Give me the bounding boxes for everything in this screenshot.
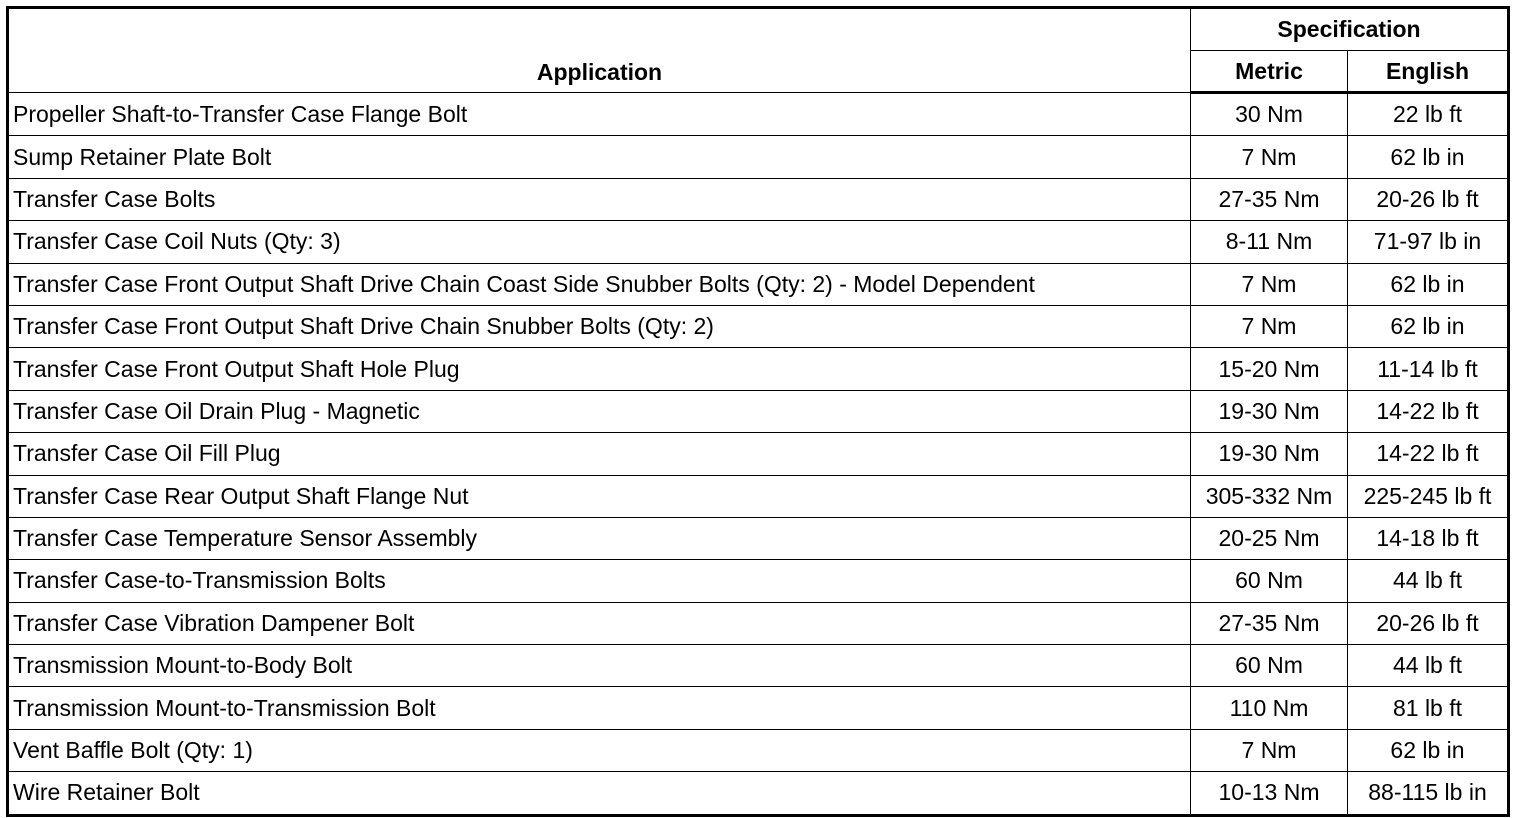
table-row: [8, 348, 1509, 390]
english-cell: 62 lb in: [1348, 263, 1509, 305]
header-row-top: [8, 8, 1509, 51]
specification-column-header: Specification: [1191, 8, 1509, 51]
english-cell: 62 lb in: [1348, 136, 1509, 178]
application-cell: Transfer Case Front Output Shaft Drive Chain Coast Side Snubber Bolts (Qty: 2) - Model Dependent: [8, 263, 1191, 305]
metric-cell: 110 Nm: [1191, 687, 1348, 729]
table-row: [8, 263, 1509, 305]
application-cell: Transfer Case Oil Drain Plug - Magnetic: [8, 390, 1191, 432]
table-row: [8, 517, 1509, 559]
english-cell: 11-14 lb ft: [1348, 348, 1509, 390]
application-cell: Transfer Case Rear Output Shaft Flange Nut: [8, 475, 1191, 517]
table-header: [8, 8, 1509, 93]
metric-cell: 7 Nm: [1191, 263, 1348, 305]
table-body: [8, 93, 1509, 816]
english-cell: 44 lb ft: [1348, 560, 1509, 602]
metric-cell: 305-332 Nm: [1191, 475, 1348, 517]
metric-cell: 27-35 Nm: [1191, 178, 1348, 220]
metric-cell: 15-20 Nm: [1191, 348, 1348, 390]
english-column-header: English: [1348, 51, 1509, 93]
metric-cell: 20-25 Nm: [1191, 517, 1348, 559]
application-cell: Transfer Case Front Output Shaft Drive Chain Snubber Bolts (Qty: 2): [8, 305, 1191, 347]
torque-specification-table: [6, 6, 1510, 817]
english-cell: 20-26 lb ft: [1348, 602, 1509, 644]
application-cell: Transfer Case Vibration Dampener Bolt: [8, 602, 1191, 644]
table-row: [8, 390, 1509, 432]
application-cell: Transfer Case-to-Transmission Bolts: [8, 560, 1191, 602]
application-cell: Transfer Case Oil Fill Plug: [8, 433, 1191, 475]
english-cell: 81 lb ft: [1348, 687, 1509, 729]
table-row: [8, 645, 1509, 687]
application-cell: Transfer Case Coil Nuts (Qty: 3): [8, 221, 1191, 263]
english-cell: 44 lb ft: [1348, 645, 1509, 687]
english-cell: 62 lb in: [1348, 305, 1509, 347]
english-cell: 20-26 lb ft: [1348, 178, 1509, 220]
table-row: [8, 602, 1509, 644]
english-cell: 14-22 lb ft: [1348, 390, 1509, 432]
table-row: [8, 687, 1509, 729]
table-row: [8, 221, 1509, 263]
metric-cell: 19-30 Nm: [1191, 390, 1348, 432]
metric-cell: 7 Nm: [1191, 305, 1348, 347]
english-cell: 62 lb in: [1348, 729, 1509, 771]
metric-cell: 8-11 Nm: [1191, 221, 1348, 263]
application-cell: Transfer Case Temperature Sensor Assembly: [8, 517, 1191, 559]
metric-cell: 19-30 Nm: [1191, 433, 1348, 475]
english-cell: 14-22 lb ft: [1348, 433, 1509, 475]
english-cell: 88-115 lb in: [1348, 772, 1509, 815]
application-cell: Transfer Case Bolts: [8, 178, 1191, 220]
application-cell: Transmission Mount-to-Transmission Bolt: [8, 687, 1191, 729]
metric-cell: 60 Nm: [1191, 645, 1348, 687]
application-cell: Propeller Shaft-to-Transfer Case Flange Bolt: [8, 93, 1191, 136]
table-row: [8, 93, 1509, 136]
table-row: [8, 560, 1509, 602]
table-row: [8, 475, 1509, 517]
metric-cell: 27-35 Nm: [1191, 602, 1348, 644]
english-cell: 14-18 lb ft: [1348, 517, 1509, 559]
metric-cell: 60 Nm: [1191, 560, 1348, 602]
application-cell: Vent Baffle Bolt (Qty: 1): [8, 729, 1191, 771]
application-cell: Transfer Case Front Output Shaft Hole Plug: [8, 348, 1191, 390]
metric-cell: 10-13 Nm: [1191, 772, 1348, 815]
table-row: [8, 178, 1509, 220]
table-row: [8, 729, 1509, 771]
application-column-header: Application: [8, 8, 1191, 93]
metric-column-header: Metric: [1191, 51, 1348, 93]
table-row: [8, 305, 1509, 347]
english-cell: 71-97 lb in: [1348, 221, 1509, 263]
application-cell: Wire Retainer Bolt: [8, 772, 1191, 815]
table-row: [8, 136, 1509, 178]
table-row: [8, 772, 1509, 815]
metric-cell: 7 Nm: [1191, 729, 1348, 771]
table-row: [8, 433, 1509, 475]
application-cell: Transmission Mount-to-Body Bolt: [8, 645, 1191, 687]
metric-cell: 30 Nm: [1191, 93, 1348, 136]
english-cell: 22 lb ft: [1348, 93, 1509, 136]
application-cell: Sump Retainer Plate Bolt: [8, 136, 1191, 178]
metric-cell: 7 Nm: [1191, 136, 1348, 178]
english-cell: 225-245 lb ft: [1348, 475, 1509, 517]
